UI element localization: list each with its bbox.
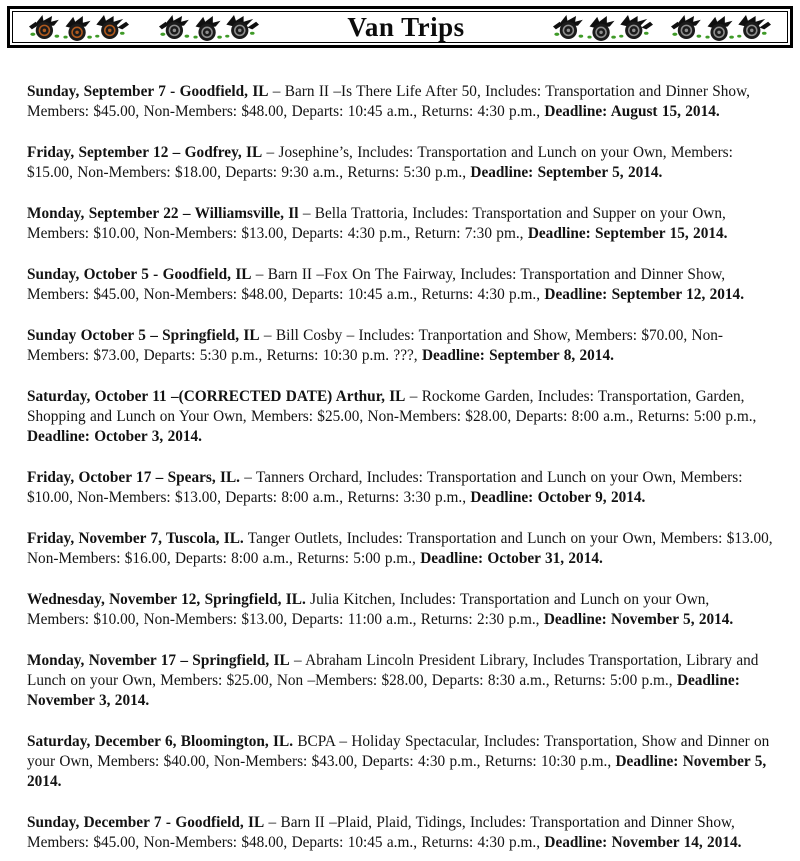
trip-text: – Barn II –Plaid, Plaid, Tidings, Includes: Transportation and Dinner Show, Members: $45.00, Non-Members: $48.00, Departs: 10:45 a.m., Returns: 4:30 p.m.,: [27, 814, 735, 851]
trip-entry: [27, 590, 774, 630]
trip-bold-text: Friday, October 17 – Spears, IL.: [27, 469, 240, 486]
trip-bold-text: Deadline: October 3, 2014.: [27, 428, 202, 445]
trip-entry: [27, 732, 774, 792]
trip-text: – Barn II –Fox On The Fairway, Includes: Transportation and Dinner Show, Members: $45.00, Non-Members: $48.00, Departs: 10:45 a.m., Returns: 4:30 p.m.,: [27, 266, 726, 303]
trip-entry: [27, 326, 774, 366]
document-page: [0, 6, 800, 861]
trip-bold-text: Sunday, December 7 - Goodfield, IL: [27, 814, 265, 831]
floral-garland-icon: [553, 13, 653, 42]
trip-text: – Abraham Lincoln President Library, Includes Transportation, Library and Lunch on your Own, Members: $25.00, Non –Members: $28.00, Departs: 8:30 a.m., Returns: 5:00 p.m.,: [27, 652, 759, 689]
trip-bold-text: Monday, November 17 – Springfield, IL: [27, 652, 290, 669]
trip-bold-text: Saturday, October 11 –(CORRECTED DATE) Arthur, IL: [27, 388, 406, 405]
floral-garland-icon: [29, 13, 129, 42]
floral-garland-icon: [671, 13, 771, 42]
trip-bold-text: Sunday, September 7 - Goodfield, IL: [27, 83, 269, 100]
trip-bold-text: Saturday, December 6, Bloomington, IL.: [27, 733, 294, 750]
trip-entry: [27, 265, 774, 305]
trip-bold-text: Deadline: August 15, 2014.: [544, 103, 720, 120]
trip-bold-text: Deadline: November 14, 2014.: [544, 834, 742, 851]
trip-bold-text: Sunday, October 5 - Goodfield, IL: [27, 266, 252, 283]
trip-text: – Bella Trattoria, Includes: Transportation and Supper on your Own, Members: $10.00, Non-Members: $13.00, Departs: 4:30 p.m., Return: 7:30 pm.,: [27, 205, 726, 242]
trip-entry: [27, 813, 774, 853]
trip-bold-text: Wednesday, November 12, Springfield, IL.: [27, 591, 306, 608]
trip-entry: [27, 143, 774, 183]
trip-entry: [27, 204, 774, 244]
banner-left-decorations: [29, 13, 259, 42]
trip-bold-text: Monday, September 22 – Williamsville, Il: [27, 205, 299, 222]
trip-entry: [27, 468, 774, 508]
trip-bold-text: Deadline: September 15, 2014.: [527, 225, 728, 242]
trip-bold-text: Deadline: November 5, 2014.: [27, 753, 767, 790]
trip-entry: [27, 529, 774, 569]
trip-text: – Tanners Orchard, Includes: Transportation and Lunch on your Own, Members: $10.00, Non-Members: $13.00, Departs: 8:00 a.m., Returns: 3:30 p.m.,: [27, 469, 743, 506]
trip-entry: [27, 387, 774, 447]
title-banner: [7, 6, 793, 48]
trip-text: – Rockome Garden, Includes: Transportation, Garden, Shopping and Lunch on Your Own, Members: $25.00, Non-Members: $28.00, Departs: 8:00 a.m., Returns: 5:00 p.m.,: [27, 388, 757, 425]
floral-garland-icon: [159, 13, 259, 42]
banner-right-decorations: [553, 13, 771, 42]
trip-entry: [27, 82, 774, 122]
trip-bold-text: Deadline: September 5, 2014.: [470, 164, 663, 181]
title-banner-inner: [12, 11, 788, 43]
trip-bold-text: Deadline: October 31, 2014.: [420, 550, 603, 567]
trip-bold-text: Friday, November 7, Tuscola, IL.: [27, 530, 244, 547]
trip-bold-text: Friday, September 12 – Godfrey, IL: [27, 144, 263, 161]
trip-text: – Josephine’s, Includes: Transportation and Lunch on your Own, Members: $15.00, Non-Members: $18.00, Departs: 9:30 a.m., Returns: 5:30 p.m.,: [27, 144, 733, 181]
trip-entry: [27, 651, 774, 711]
page-title: Van Trips: [347, 12, 465, 42]
trip-bold-text: Deadline: September 12, 2014.: [544, 286, 745, 303]
trip-bold-text: Deadline: November 5, 2014.: [543, 611, 734, 628]
trip-text: Julia Kitchen, Includes: Transportation and Lunch on your Own, Members: $10.00, Non-Members: $13.00, Departs: 11:00 a.m., Returns: 2:30 p.m.,: [27, 591, 710, 628]
trip-bold-text: Sunday October 5 – Springfield, IL: [27, 327, 260, 344]
trip-text: – Bill Cosby – Includes: Tranportation and Show, Members: $70.00, Non-Members: $73.00, Departs: 5:30 p.m., Returns: 10:30 p.m. ???,: [27, 327, 723, 364]
trip-bold-text: Deadline: September 8, 2014.: [421, 347, 614, 364]
trip-text: – Barn II –Is There Life After 50, Includes: Transportation and Dinner Show, Members: $45.00, Non-Members: $48.00, Departs: 10:45 a.m., Returns: 4:30 p.m.,: [27, 83, 750, 120]
trip-list: [0, 48, 800, 853]
trip-bold-text: Deadline: October 9, 2014.: [470, 489, 646, 506]
trip-bold-text: Deadline: November 3, 2014.: [27, 672, 740, 709]
trip-text: Tanger Outlets, Includes: Transportation and Lunch on your Own, Members: $13.00, Non-Members: $16.00, Departs: 8:00 a.m., Returns: 5:00 p.m.,: [27, 530, 773, 567]
trip-text: BCPA – Holiday Spectacular, Includes: Transportation, Show and Dinner on your Own, Members: $40.00, Non-Members: $43.00, Departs: 4:30 p.m., Returns: 10:30 p.m.,: [27, 733, 770, 770]
